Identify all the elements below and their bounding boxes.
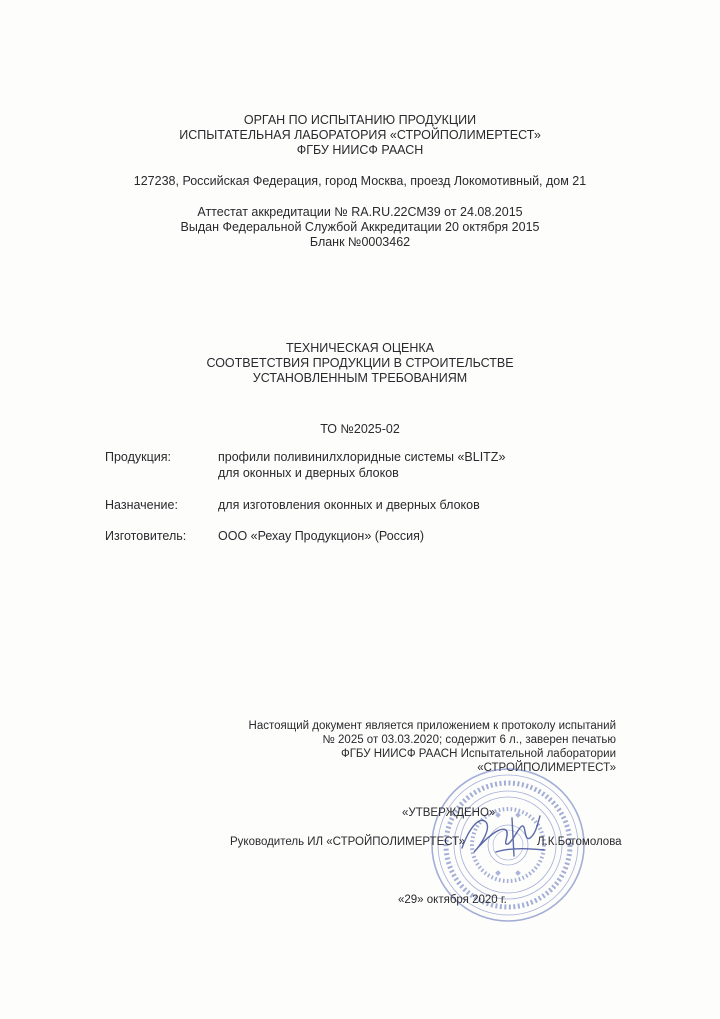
annex-line-3: ФГБУ НИИСФ РААСН Испытательной лаборатории xyxy=(340,748,616,760)
product-value-1: профили поливинилхлоридные системы «BLITZ» xyxy=(218,450,506,464)
annex-line-1: Настоящий документ является приложением к протоколу испытаний xyxy=(248,720,616,732)
approval-date: «29» октября 2020 г. xyxy=(398,894,507,906)
organization-header xyxy=(0,113,720,158)
header-line-1: ОРГАН ПО ИСПЫТАНИЮ ПРОДУКЦИИ xyxy=(243,113,477,127)
address-line: 127238, Российская Федерация, город Москва, проезд Локомотивный, дом 21 xyxy=(133,174,587,188)
accreditation-block xyxy=(0,205,720,250)
annex-line-4: «СТРОЙПОЛИМЕРТЕСТ» xyxy=(477,762,616,774)
product-label: Продукция: xyxy=(105,450,172,464)
maker-value: ООО «Рехау Продукцион» (Россия) xyxy=(218,529,425,543)
document-number-block xyxy=(0,422,720,437)
head-of-lab-name: Л.К.Богомолова xyxy=(537,836,622,848)
accreditation-line-1: Аттестат аккредитации № RA.RU.22СМ39 от 24.08.2015 xyxy=(197,205,523,219)
approved-label: «УТВЕРЖДЕНО» xyxy=(402,807,496,819)
header-line-3: ФГБУ НИИСФ РААСН xyxy=(296,143,424,157)
title-line-2: СООТВЕТСТВИЯ ПРОДУКЦИИ В СТРОИТЕЛЬСТВЕ xyxy=(206,356,514,370)
address-block xyxy=(0,174,720,189)
accreditation-line-2: Выдан Федеральной Службой Аккредитации 20 октября 2015 xyxy=(180,220,540,234)
header-line-2: ИСПЫТАТЕЛЬНАЯ ЛАБОРАТОРИЯ «СТРОЙПОЛИМЕРТЕСТ» xyxy=(179,128,541,142)
annex-line-2: № 2025 от 03.03.2020; содержит 6 л., заверен печатью xyxy=(322,734,616,746)
title-line-3: УСТАНОВЛЕННЫМ ТРЕБОВАНИЯМ xyxy=(252,371,468,385)
maker-label: Изготовитель: xyxy=(105,529,187,543)
signature xyxy=(456,808,548,864)
accreditation-line-3: Бланк №0003462 xyxy=(309,235,411,249)
product-value-2: для оконных и дверных блоков xyxy=(218,466,399,480)
document-number: ТО №2025-02 xyxy=(320,422,400,436)
purpose-label: Назначение: xyxy=(105,498,178,512)
document-title xyxy=(0,341,720,386)
title-line-1: ТЕХНИЧЕСКАЯ ОЦЕНКА xyxy=(285,341,435,355)
head-of-lab-label: Руководитель ИЛ «СТРОЙПОЛИМЕРТЕСТ» xyxy=(230,836,466,848)
purpose-value: для изготовления оконных и дверных блоков xyxy=(218,498,480,512)
